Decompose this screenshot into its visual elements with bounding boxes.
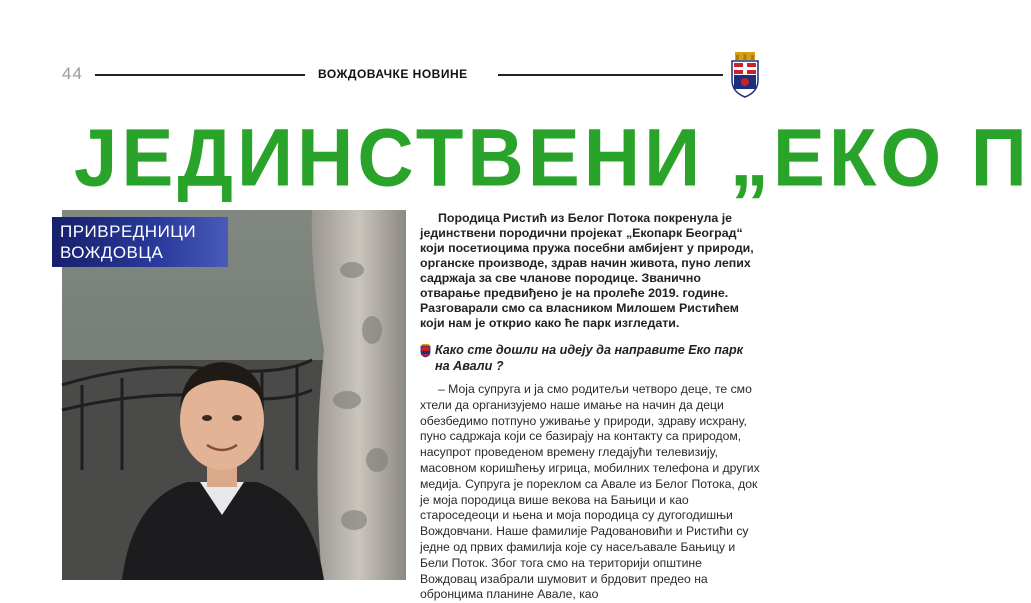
article-text-column	[420, 211, 760, 603]
question-text: Како сте дошли на идеју да направите Еко парк на Авали ?	[435, 343, 744, 373]
article-lead: Породица Ристић из Белог Потока покренула је јединствени породични пројекат „Екопарк Београд“ који посетиоцима пружа посебни амбијент у природи, органске производе, здрав начин живота, пуно лепих садржаја за све чланове породице. Званично отварање предвиђено је на пролеће 2019. године. Разговарали смо са власником Милошем Ристићем који нам је открио како ће парк изгледати.	[420, 211, 754, 330]
section-label-line1: ПРИВРЕДНИЦИ	[60, 222, 197, 241]
interview-answer: – Моја супруга и ја смо родитељи четворо деце, те смо хтели да организујемо наше имање на начин да деци обезбедимо потпуно уживање у природи, здраву исхрану, пуно садржаја који се базирају на контакту са природом, насупрот проведеном времену гледајући телевизију, масовном коришћењу игрица, мобилних телефона и других медија. Супруга је пореклом са Авале из Белог Потока, док је моја породица више векова на Бањици и као староседеоци и њена и моја породица су дугогодишњи Вождовчани. Наше фамилије Радовановићи и Ристићи су једне од првих фамилија које су насељавале Бањицу и Бели Поток. Због тога смо на територији општине Вождовац изабрали шумовит и брдовит предео на обронцима планине Авале, као	[420, 382, 760, 602]
coat-of-arms-icon	[728, 52, 762, 98]
masthead-title: ВОЖДОВАЧКЕ НОВИНЕ	[318, 67, 468, 81]
interview-question	[420, 342, 760, 374]
article-headline: ЈЕДИНСТВЕНИ „ЕКО П	[74, 111, 1031, 204]
question-crest-icon	[420, 344, 431, 357]
section-label-line2: ВОЖДОВЦА	[60, 243, 164, 262]
section-label	[52, 217, 228, 267]
page-number: 44	[62, 64, 83, 83]
header-rule-right	[498, 74, 723, 76]
header-rule-left	[95, 74, 305, 76]
